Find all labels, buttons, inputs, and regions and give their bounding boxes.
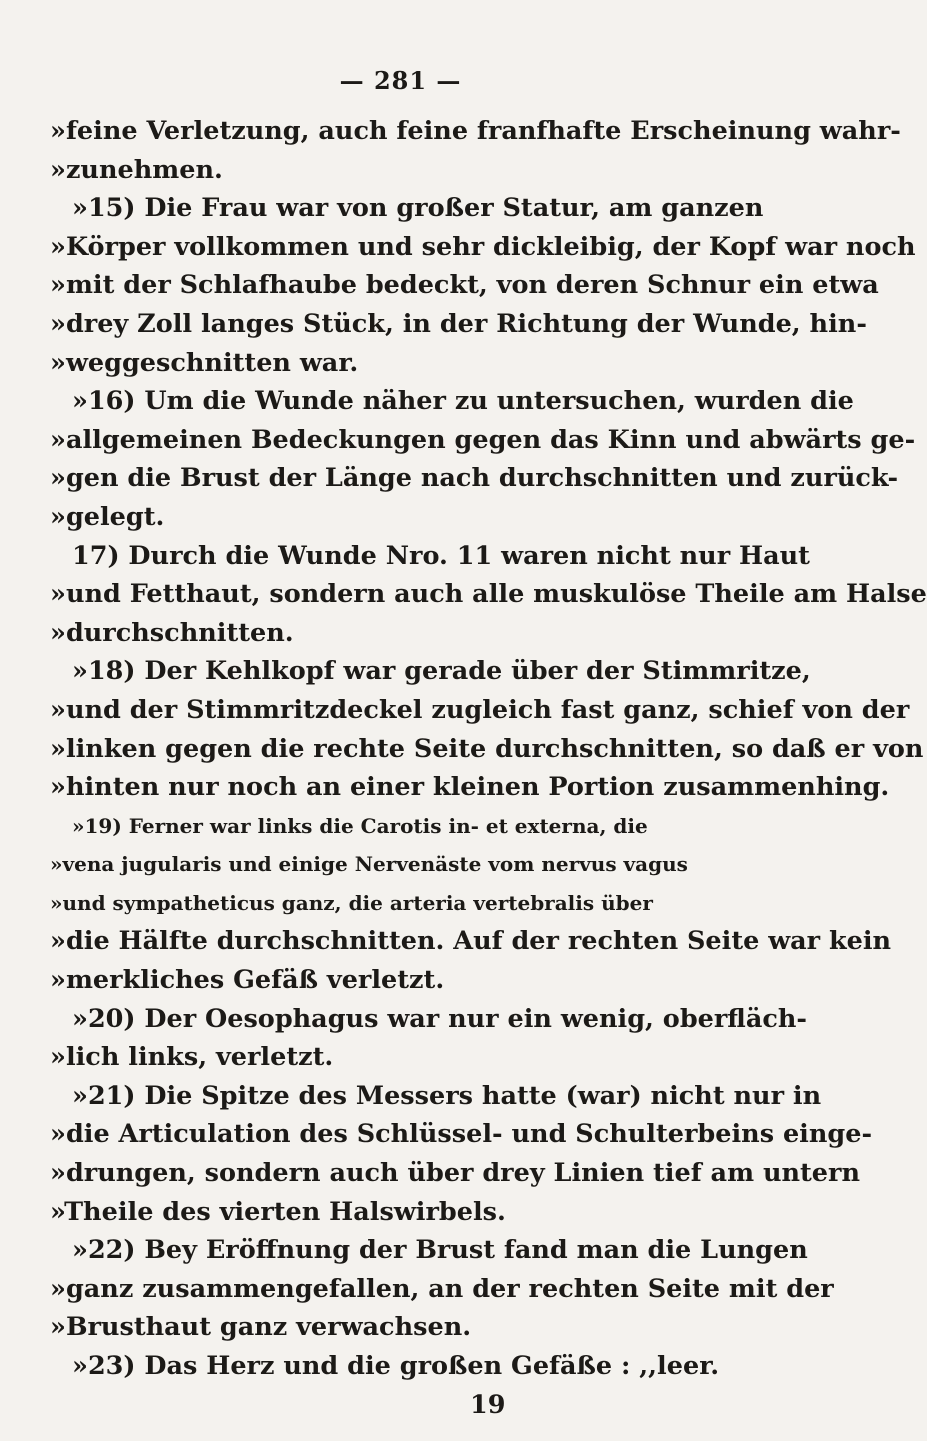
text-line: »allgemeinen Bedeckungen gegen das Kinn und abwärts ge- (50, 424, 916, 455)
text-line: »vena jugularis und einige Nervenäste vom nervus vagus (50, 852, 688, 877)
page-number-header: — 281 — (339, 66, 462, 95)
text-line: »mit der Schlafhaube bedeckt, von deren Schnur ein etwa (50, 270, 879, 301)
text-line: »15) Die Frau war von großer Statur, am ganzen (72, 193, 764, 224)
text-line: »hinten nur noch an einer kleinen Portion zusammenhing. (50, 772, 890, 803)
text-line: »die Articulation des Schlüssel- und Schulterbeins einge- (50, 1119, 873, 1150)
text-line: »21) Die Spitze des Messers hatte (war) nicht nur in (72, 1080, 822, 1111)
body-text (50, 112, 927, 1424)
text-line: »und sympatheticus ganz, die arteria vertebralis über (50, 890, 653, 915)
text-line: »drey Zoll langes Stück, in der Richtung der Wunde, hin- (50, 308, 867, 339)
text-line: 17) Durch die Wunde Nro. 11 waren nicht nur Haut (72, 540, 810, 571)
text-line: »feine Verletzung, auch feine franfhafte Erscheinung wahr- (50, 116, 901, 146)
text-line: »ganz zusammengefallen, an der rechten Seite mit der (50, 1273, 834, 1304)
text-line: »gelegt. (50, 501, 165, 532)
text-line: »die Hälfte durchschnitten. Auf der rechten Seite war kein (50, 926, 892, 957)
text-line: »lich links, verletzt. (50, 1042, 334, 1073)
text-line: »Körper vollkommen und sehr dickleibig, der Kopf war noch (50, 231, 916, 262)
text-line: »zunehmen. (50, 154, 223, 185)
text-line: »weggeschnitten war. (50, 347, 359, 378)
text-line: »und der Stimmritzdeckel zugleich fast ganz, schief von der (50, 694, 910, 725)
text-line: »gen die Brust der Länge nach durchschnitten und zurück- (50, 463, 899, 494)
text-line: »Theile des vierten Halswirbels. (50, 1196, 506, 1227)
text-line: »16) Um die Wunde näher zu untersuchen, wurden die (72, 386, 854, 417)
text-line: »durchschnitten. (50, 617, 294, 648)
text-line: »18) Der Kehlkopf war gerade über der Stimmritze, (72, 656, 811, 687)
text-line: »Brusthaut ganz verwachsen. (50, 1312, 472, 1343)
text-line: »drungen, sondern auch über drey Linien tief am untern (50, 1158, 860, 1189)
text-line: »merkliches Gefäß verletzt. (50, 965, 445, 996)
text-line: »linken gegen die rechte Seite durchschnitten, so daß er von (50, 733, 924, 764)
signature-mark: 19 (470, 1389, 506, 1420)
text-line: »23) Das Herz und die großen Gefäße : ,,leer. (72, 1351, 720, 1381)
text-line: »19) Ferner war links die Carotis in- et externa, die (72, 813, 648, 838)
text-line: »20) Der Oesophagus war nur ein wenig, oberfläch- (72, 1003, 808, 1034)
text-line: »und Fetthaut, sondern auch alle muskulöse Theile am Halse (50, 579, 927, 610)
text-line: »22) Bey Eröffnung der Brust fand man die Lungen (72, 1235, 808, 1266)
